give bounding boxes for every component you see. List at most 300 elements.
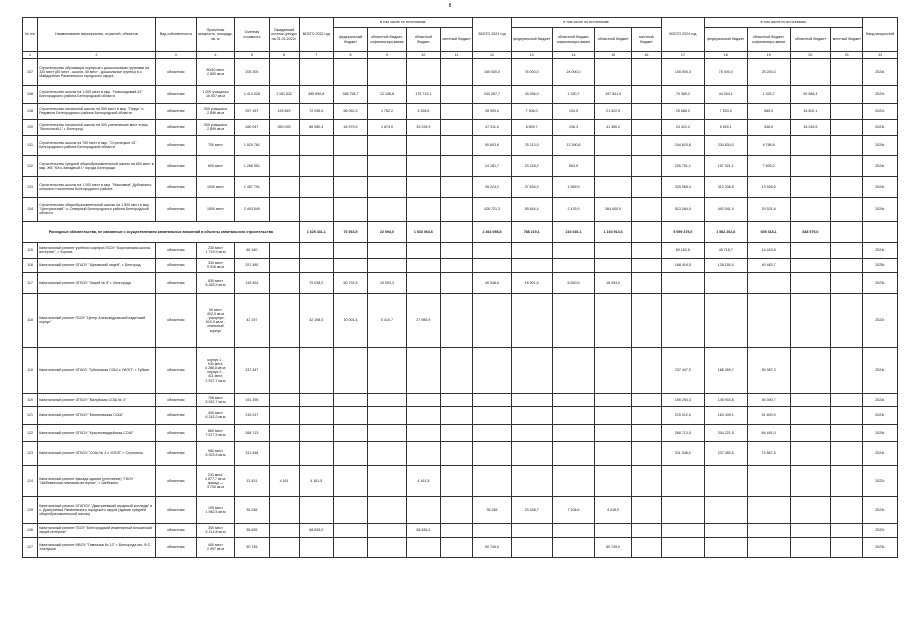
finance-cell: 216 046,1 <box>552 221 595 242</box>
finance-cell <box>473 293 512 347</box>
estimated-cost: 1 520 761 <box>235 135 269 155</box>
header-total-2023: ВСЕГО 2023 год <box>473 18 512 52</box>
page-number: 8 <box>448 3 452 9</box>
header-src-reg-2022: областной бюджет <box>406 28 440 52</box>
header-kind: Вид собственности <box>155 18 196 52</box>
finance-cell: 7 830,0 <box>747 155 790 176</box>
finance-cell: 4 161,5 <box>299 465 333 496</box>
object-name: Строительство школы на 1 000 мест в мкр. "Максимов" Дубовского сельского поселения Белгородского района <box>38 176 156 197</box>
finance-cell <box>595 293 631 347</box>
expected-balance <box>269 347 299 393</box>
finance-cell: 1 625 431,1 <box>299 221 333 242</box>
expected-balance <box>269 258 299 272</box>
row-number: 107 <box>23 58 38 85</box>
capacity: 230 мест 1 719,9 кв.м <box>196 242 235 258</box>
header-src-cofin-2023: областной бюджет, софинансиро-вание <box>552 28 595 52</box>
finance-cell <box>552 537 595 557</box>
expected-balance <box>269 58 299 85</box>
finance-cell <box>406 155 440 176</box>
finance-cell <box>511 242 552 258</box>
row-number: 118 <box>23 293 38 347</box>
estimated-cost: 42 197 <box>235 293 269 347</box>
object-name: Строительство общеобразовательной школы на 1 500 мест в мкр. "Центральный" п. Северный Белгородского района Белгородской области <box>38 197 156 221</box>
finance-cell <box>441 103 473 119</box>
ownership-type: областная <box>155 424 196 441</box>
finance-cell <box>299 242 333 258</box>
finance-cell <box>333 258 367 272</box>
column-number: 2 <box>38 52 156 59</box>
finance-cell <box>595 258 631 272</box>
column-number: 7 <box>299 52 333 59</box>
finance-cell: 25 686,0 <box>661 103 704 119</box>
finance-cell <box>406 537 440 557</box>
finance-cell <box>831 523 863 537</box>
expected-balance <box>269 135 299 155</box>
finance-cell: 41 380,0 <box>595 119 631 135</box>
finance-cell <box>631 293 661 347</box>
finance-cell: 40 483,7 <box>747 258 790 272</box>
ownership-type: областная <box>155 242 196 258</box>
finance-cell <box>831 441 863 465</box>
capacity: 756 мест 5 922,7 кв.м <box>196 393 235 406</box>
estimated-cost: 297 480 <box>235 258 269 272</box>
finance-cell <box>552 441 595 465</box>
table-row <box>23 85 898 103</box>
expected-balance <box>269 441 299 465</box>
finance-cell <box>406 135 440 155</box>
finance-cell <box>552 424 595 441</box>
column-number: 16 <box>631 52 661 59</box>
finance-cell: 45 718,7 <box>704 242 747 258</box>
finance-cell: 7 306,0 <box>511 103 552 119</box>
finance-cell: 10 001,4 <box>333 293 367 347</box>
finance-cell <box>631 197 661 221</box>
finance-cell: 2 476,9 <box>552 197 595 221</box>
column-number: 17 <box>661 52 704 59</box>
table-row <box>23 406 898 424</box>
row-number: 126 <box>23 523 38 537</box>
finance-cell <box>441 58 473 85</box>
finance-cell <box>631 424 661 441</box>
finance-cell <box>441 119 473 135</box>
row-number: 125 <box>23 496 38 523</box>
finance-cell <box>747 293 790 347</box>
header-src-loc-2023: местный бюджет <box>631 28 661 52</box>
object-name: Капитальный ремонт фасада здания (утепление) "ГБОУ "Шебекинская гимназия-интернат", г. Шебекино <box>38 465 156 496</box>
expected-balance <box>269 272 299 293</box>
finance-cell <box>333 135 367 155</box>
header-src-fed-2022: федеральный бюджет <box>333 28 367 52</box>
finance-cell <box>747 496 790 523</box>
finance-cell <box>552 465 595 496</box>
column-number: 10 <box>406 52 440 59</box>
finance-cell: 70 363,5 <box>333 221 367 242</box>
finance-cell: 5 620,1 <box>704 119 747 135</box>
column-number: 8 <box>333 52 367 59</box>
finance-cell <box>747 465 790 496</box>
ownership-type: областная <box>155 393 196 406</box>
finance-cell: 492 541,4 <box>704 197 747 221</box>
finance-cell <box>595 155 631 176</box>
finance-cell <box>441 465 473 496</box>
finance-cell: 75 000,0 <box>704 58 747 85</box>
finance-cell <box>831 85 863 103</box>
ownership-type: областная <box>155 258 196 272</box>
finance-cell <box>831 347 863 393</box>
finance-cell <box>511 424 552 441</box>
capacity: 800 мест <box>196 155 235 176</box>
finance-cell <box>333 441 367 465</box>
estimated-cost: 205 300 <box>235 58 269 85</box>
finance-cell <box>473 424 512 441</box>
finance-cell <box>831 465 863 496</box>
finance-cell: 963,5 <box>552 155 595 176</box>
finance-cell <box>790 393 831 406</box>
finance-cell: 426 721,3 <box>473 197 512 221</box>
finance-cell <box>831 496 863 523</box>
finance-cell <box>333 523 367 537</box>
row-number: 123 <box>23 441 38 465</box>
finance-cell <box>441 221 473 242</box>
finance-cell <box>631 441 661 465</box>
finance-cell: 195 294,3 <box>661 393 704 406</box>
estimated-cost: 58 835 <box>235 523 269 537</box>
finance-cell <box>441 176 473 197</box>
finance-cell: 312 036,5 <box>704 176 747 197</box>
finance-cell <box>406 393 440 406</box>
finance-cell: 78 213,0 <box>511 135 552 155</box>
finance-cell <box>368 537 407 557</box>
row-number: 128 <box>23 103 38 119</box>
finance-cell: 1 330,7 <box>552 85 595 103</box>
finance-cell <box>333 537 367 557</box>
finance-cell <box>631 406 661 424</box>
table-row <box>23 103 898 119</box>
finance-cell <box>368 523 407 537</box>
table-row <box>23 347 898 393</box>
finance-cell <box>631 176 661 197</box>
finance-cell <box>631 393 661 406</box>
object-name: Капитальный ремонт ОГБОУ "СОШ № 3 с УИОП" г. Строитель <box>38 441 156 465</box>
column-number: 18 <box>704 52 747 59</box>
finance-cell <box>831 293 863 347</box>
ownership-type: областная <box>155 523 196 537</box>
finance-cell <box>299 406 333 424</box>
finance-cell: 66 052,2 <box>333 103 367 119</box>
finance-cell: 4 161,5 <box>406 465 440 496</box>
finance-cell: 246,3 <box>552 119 595 135</box>
finance-cell <box>790 58 831 85</box>
row-number: 132 <box>23 155 38 176</box>
estimated-cost: 13 431 <box>235 465 269 496</box>
finance-cell <box>299 197 333 221</box>
finance-cell <box>299 155 333 176</box>
finance-cell <box>473 465 512 496</box>
header-year: Ввод мощностей <box>863 18 898 52</box>
finance-cell <box>595 441 631 465</box>
estimated-cost: 237 447 <box>235 347 269 393</box>
capacity: 750 мест <box>196 135 235 155</box>
object-name: Капитальный ремонт учебного корпуса ГБОУ "Корочанская школа-интернат", г. Короча <box>38 242 156 258</box>
finance-cell <box>595 523 631 537</box>
finance-cell <box>790 496 831 523</box>
finance-cell: 5 410,7 <box>368 293 407 347</box>
commissioning-year: 2024г. <box>863 347 898 393</box>
finance-cell: 23 438,7 <box>511 496 552 523</box>
table-row <box>23 441 898 465</box>
finance-cell <box>747 523 790 537</box>
finance-cell <box>441 85 473 103</box>
object-name: Строительство обучающих корпусов с дошкольными группами на 320 мест (80 мест - школа, 40 мест - дошкольные группы) в с. Майдерёнок Ракитянского городского округа <box>38 58 156 85</box>
ownership-type: областная <box>155 293 196 347</box>
finance-cell <box>661 496 704 523</box>
finance-cell: 64 491,0 <box>747 424 790 441</box>
column-number: 12 <box>473 52 512 59</box>
finance-cell: 513 084,0 <box>661 197 704 221</box>
section-row <box>23 221 898 242</box>
finance-cell: 1 589,9 <box>552 176 595 197</box>
commissioning-year: 2024г. <box>863 176 898 197</box>
finance-cell <box>406 176 440 197</box>
estimated-cost: 2 493 549 <box>235 197 269 221</box>
header-sources-2022: в том числе по источникам: <box>333 18 472 28</box>
finance-cell <box>511 293 552 347</box>
finance-cell: 186 459,7 <box>704 347 747 393</box>
capacity: 195 мест 1 982,5 кв.м <box>196 496 235 523</box>
finance-cell: 104,5 <box>552 103 595 119</box>
table-row <box>23 424 898 441</box>
finance-cell <box>552 393 595 406</box>
capacity: 300 учащихся 2 896 кв.м <box>196 103 235 119</box>
finance-cell <box>595 135 631 155</box>
object-name: Строительство начальной школы на 300 ученических мест в мкр. "Восточный-1" г. Белгород <box>38 119 156 135</box>
finance-cell <box>299 347 333 393</box>
finance-cell: 25 200,0 <box>747 58 790 85</box>
ownership-type: областная <box>155 406 196 424</box>
capacity: 1 000 учащихся 16 507 кв.м <box>196 85 235 103</box>
finance-cell: 10 053,3 <box>368 272 407 293</box>
finance-cell <box>661 537 704 557</box>
table-row <box>23 176 898 197</box>
table-row <box>23 258 898 272</box>
header-src-loc-2022: местный бюджет <box>441 28 473 52</box>
ownership-type: областная <box>155 135 196 155</box>
finance-cell: 455 690,8 <box>299 85 333 103</box>
finance-cell <box>790 242 831 258</box>
finance-cell: 1 333,7 <box>747 85 790 103</box>
estimated-cost: 60 160 <box>235 242 269 258</box>
estimated-cost: 1 266 551 <box>235 155 269 176</box>
finance-cell <box>511 465 552 496</box>
table-row <box>23 465 898 496</box>
finance-cell <box>406 347 440 393</box>
finance-cell <box>441 406 473 424</box>
estimated-cost: 35 246 <box>235 496 269 523</box>
finance-cell <box>473 406 512 424</box>
finance-cell: 44 979,5 <box>333 119 367 135</box>
finance-cell <box>631 347 661 393</box>
section-label: Расходные обязательства, не связанные с осуществлением капитальных вложений в объекты капитального строительства <box>23 221 300 242</box>
finance-cell <box>406 441 440 465</box>
column-number: 21 <box>831 52 863 59</box>
finance-cell <box>333 197 367 221</box>
finance-cell <box>299 258 333 272</box>
row-number: 118 <box>23 347 38 393</box>
expected-balance: 139 849 <box>269 103 299 119</box>
finance-cell: 7 108,6 <box>552 496 595 523</box>
finance-cell <box>552 242 595 258</box>
finance-cell <box>333 176 367 197</box>
finance-cell <box>831 221 863 242</box>
table-row <box>23 496 898 523</box>
capacity: 1500 мест <box>196 197 235 221</box>
finance-cell: 5 099 475,0 <box>661 221 704 242</box>
object-name: Капитальный ремонт ГБОУ "Белгородский инженерный юношеский лицей-интернат" <box>38 523 156 537</box>
finance-cell <box>333 496 367 523</box>
capacity: 400 мест 2 997 кв.м <box>196 537 235 557</box>
finance-cell <box>790 406 831 424</box>
finance-cell: 204 221,5 <box>704 424 747 441</box>
finance-cell: 5 630,5 <box>552 272 595 293</box>
finance-cell <box>631 272 661 293</box>
finance-cell: 2 464 098,8 <box>473 221 512 242</box>
ownership-type: областная <box>155 85 196 103</box>
finance-cell <box>704 272 747 293</box>
finance-cell: 1 582 202,8 <box>704 221 747 242</box>
finance-cell <box>790 465 831 496</box>
row-number: 134 <box>23 197 38 221</box>
object-name: Капитальный ремонт ОГАОУ "Шуховский лицей", г. Белгород <box>38 258 156 272</box>
finance-cell <box>368 393 407 406</box>
ownership-type: областная <box>155 103 196 119</box>
finance-cell: 92 568,4 <box>790 85 831 103</box>
finance-cell <box>368 424 407 441</box>
finance-cell: 50 745,0 <box>473 537 512 557</box>
capacity: 230 мест, 4 877,7 кв.м; фасад — 3 700 кв.м <box>196 465 235 496</box>
ownership-type: областная <box>155 176 196 197</box>
finance-cell <box>511 441 552 465</box>
finance-cell: 28 993,0 <box>473 103 512 119</box>
column-number: 11 <box>441 52 473 59</box>
row-number: 119 <box>23 393 38 406</box>
finance-cell <box>473 393 512 406</box>
finance-cell <box>790 176 831 197</box>
finance-cell <box>406 406 440 424</box>
finance-cell <box>631 258 661 272</box>
finance-cell <box>333 347 367 393</box>
estimated-cost: 1 457 791 <box>235 176 269 197</box>
finance-cell <box>299 58 333 85</box>
finance-cell <box>299 537 333 557</box>
finance-cell: 12 390,6 <box>552 135 595 155</box>
finance-cell <box>831 58 863 85</box>
ownership-type: областная <box>155 465 196 496</box>
table-row <box>23 393 898 406</box>
finance-cell: 1 160 913,6 <box>595 221 631 242</box>
finance-cell <box>333 393 367 406</box>
finance-cell <box>333 406 367 424</box>
finance-cell: 243 267,7 <box>473 85 512 103</box>
estimated-cost: 257 187 <box>235 103 269 119</box>
expected-balance <box>269 155 299 176</box>
finance-cell: 90 603,6 <box>473 135 512 155</box>
finance-cell: 6 809,7 <box>511 119 552 135</box>
finance-cell <box>552 406 595 424</box>
header-total-2024: ВСЕГО 2024 год <box>661 18 704 52</box>
capacity: корпус 1 - 930 мест, 4 286,8 кв.м; корпус 2 - 411 мест, 2 527,7 кв.м <box>196 347 235 393</box>
finance-cell: 16 502,1 <box>790 103 831 119</box>
finance-cell <box>473 258 512 272</box>
finance-cell: 244 620,8 <box>661 135 704 155</box>
finance-cell: 51 600,9 <box>747 406 790 424</box>
finance-cell <box>441 441 473 465</box>
finance-cell <box>441 197 473 221</box>
finance-cell <box>790 537 831 557</box>
column-number: 5 <box>235 52 269 59</box>
finance-cell: 24 000,0 <box>552 58 595 85</box>
column-number: 4 <box>196 52 235 59</box>
finance-cell: 585,0 <box>747 103 790 119</box>
finance-cell <box>441 242 473 258</box>
finance-cell <box>368 242 407 258</box>
object-name: Строительство школы на 750 мест в мкр. "Стрелецкое 15" Белгородского района Белгородской области <box>38 135 156 155</box>
finance-cell <box>631 496 661 523</box>
estimated-cost: 191 395 <box>235 393 269 406</box>
finance-cell <box>790 197 831 221</box>
header-src-loc-2024: местный бюджет <box>831 28 863 52</box>
finance-cell: 160 000,0 <box>473 58 512 85</box>
finance-cell <box>595 242 631 258</box>
expected-balance <box>269 496 299 523</box>
capacity: 80/40 мест 2 800 кв.м <box>196 58 235 85</box>
object-name: Капитальный ремонт ОГБОУ "Малиновская СОШ" <box>38 406 156 424</box>
table-row <box>23 135 898 155</box>
table-row <box>23 272 898 293</box>
finance-cell: 58 835,0 <box>299 523 333 537</box>
object-name: Строительство средней общеобразовательной школы на 800 мест в мкр. ЖК "Юго-Западный 1" города Белгорода <box>38 155 156 176</box>
finance-cell <box>595 406 631 424</box>
finance-cell <box>661 293 704 347</box>
row-number: 121 <box>23 406 38 424</box>
finance-cell <box>511 393 552 406</box>
finance-cell <box>831 103 863 119</box>
finance-cell <box>441 293 473 347</box>
finance-cell <box>441 496 473 523</box>
finance-cell: 43 936,0 <box>511 85 552 103</box>
finance-cell <box>631 221 661 242</box>
finance-cell <box>631 242 661 258</box>
table-row <box>23 537 898 557</box>
finance-cell: 50 791,5 <box>333 272 367 293</box>
finance-cell <box>595 465 631 496</box>
finance-cell <box>441 155 473 176</box>
finance-cell: 237 447,0 <box>661 347 704 393</box>
capacity: 300 учащихся 2 899 кв.м <box>196 119 235 135</box>
finance-cell <box>511 523 552 537</box>
table-row <box>23 523 898 537</box>
finance-cell: 325 965,4 <box>661 176 704 197</box>
commissioning-year: 2022г. <box>863 103 898 119</box>
estimated-cost: 50 745 <box>235 537 269 557</box>
table-row <box>23 293 898 347</box>
table-row <box>23 58 898 85</box>
finance-cell <box>406 272 440 293</box>
header-sources-2023: в том числе по источникам: <box>511 18 661 28</box>
commissioning-year: 2024г. <box>863 242 898 258</box>
finance-cell: 848 579,0 <box>790 221 831 242</box>
table-row <box>23 197 898 221</box>
finance-cell: 364 600,0 <box>595 197 631 221</box>
